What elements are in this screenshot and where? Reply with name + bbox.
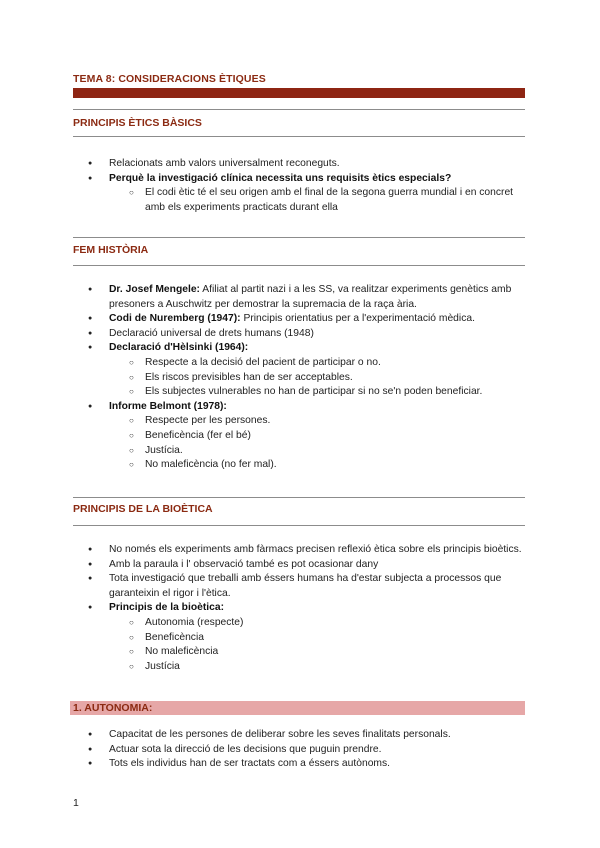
divider: [73, 265, 525, 266]
list-item: ● Tota investigació que treballi amb éssers humans ha d'estar subjecta a processos que garanteixin el rigor i l'ètica.: [73, 572, 525, 601]
list-principis-etics: [73, 157, 525, 215]
list-item: ● Relacionats amb valors universalment reconeguts.: [73, 157, 525, 172]
document-title: TEMA 8: CONSIDERACIONS ÈTIQUES: [73, 73, 266, 85]
divider: [73, 525, 525, 526]
list-item: ● Dr. Josef Mengele: Afiliat al partit nazi i a les SS, va realitzar experiments genètics amb presoners a Auschwitz per demostrar la supremacia de la raça ària.: [73, 283, 525, 312]
list-fem-historia: [73, 283, 525, 473]
list-item: ● Principis de la bioètica: ○ Autonomia (respecte) ○ Beneficència ○ No maleficència ○ Justícia: [73, 601, 525, 674]
list-item: ● Amb la paraula i l' observació també es pot ocasionar dany: [73, 558, 525, 573]
divider: [73, 237, 525, 238]
list-item: ● No només els experiments amb fàrmacs precisen reflexió ètica sobre els principis bioètics.: [73, 543, 525, 558]
list-item: ● Capacitat de les persones de deliberar sobre les seves finalitats personals.: [73, 728, 525, 743]
sub-list-item: ○ Els subjectes vulnerables no han de participar si no se'n poden beneficiar.: [109, 385, 525, 400]
list-autonomia: [73, 728, 525, 772]
section-heading-autonomia: 1. AUTONOMIA:: [70, 701, 525, 715]
divider: [73, 136, 525, 137]
sub-list-item: ○ Autonomia (respecte): [109, 616, 525, 631]
sub-list-item: ○ Respecte a la decisió del pacient de participar o no.: [109, 356, 525, 371]
list-item: ● Actuar sota la direcció de les decisions que puguin prendre.: [73, 743, 525, 758]
section-heading-fem-historia: FEM HISTÒRIA: [73, 244, 149, 256]
list-item: ● Declaració universal de drets humans (1948): [73, 327, 525, 342]
page-number: 1: [73, 797, 79, 809]
sub-list-item: ○ El codi ètic té el seu origen amb el final de la segona guerra mundial i en concret amb els experiments practicats durant ella: [109, 186, 525, 215]
sub-list-item: ○ Justícia: [109, 660, 525, 675]
divider: [73, 109, 525, 110]
list-principis-bioetica: [73, 543, 525, 674]
list-item: ● Declaració d'Hèlsinki (1964): ○ Respecte a la decisió del pacient de participar o no. ○ Els riscos previsibles han de ser acceptables. ○ Els subjectes vulnerables no han de participar si no se'n poden beneficiar.: [73, 341, 525, 399]
sub-list-item: ○ No maleficència: [109, 645, 525, 660]
sub-list-item: ○ Beneficència (fer el bé): [109, 429, 525, 444]
title-bar: [73, 88, 525, 98]
divider: [73, 497, 525, 498]
section-heading-principis-etics: PRINCIPIS ÈTICS BÀSICS: [73, 117, 202, 129]
sub-list-item: ○ No maleficència (no fer mal).: [109, 458, 525, 473]
list-item: ● Perquè la investigació clínica necessita uns requisits ètics especials? ○ El codi ètic té el seu origen amb el final de la segona guerra mundial i en concret amb els experiments practicats durant ella: [73, 172, 525, 216]
section-heading-principis-bioetica: PRINCIPIS DE LA BIOÈTICA: [73, 503, 213, 515]
list-item: ● Codi de Nuremberg (1947): Principis orientatius per a l'experimentació mèdica.: [73, 312, 525, 327]
sub-list-item: ○ Respecte per les persones.: [109, 414, 525, 429]
list-item: ● Tots els individus han de ser tractats com a éssers autònoms.: [73, 757, 525, 772]
sub-list-item: ○ Beneficència: [109, 631, 525, 646]
list-item: ● Informe Belmont (1978): ○ Respecte per les persones. ○ Beneficència (fer el bé) ○ Justícia. ○ No maleficència (no fer mal).: [73, 400, 525, 473]
sub-list-item: ○ Els riscos previsibles han de ser acceptables.: [109, 371, 525, 386]
sub-list-item: ○ Justícia.: [109, 444, 525, 459]
